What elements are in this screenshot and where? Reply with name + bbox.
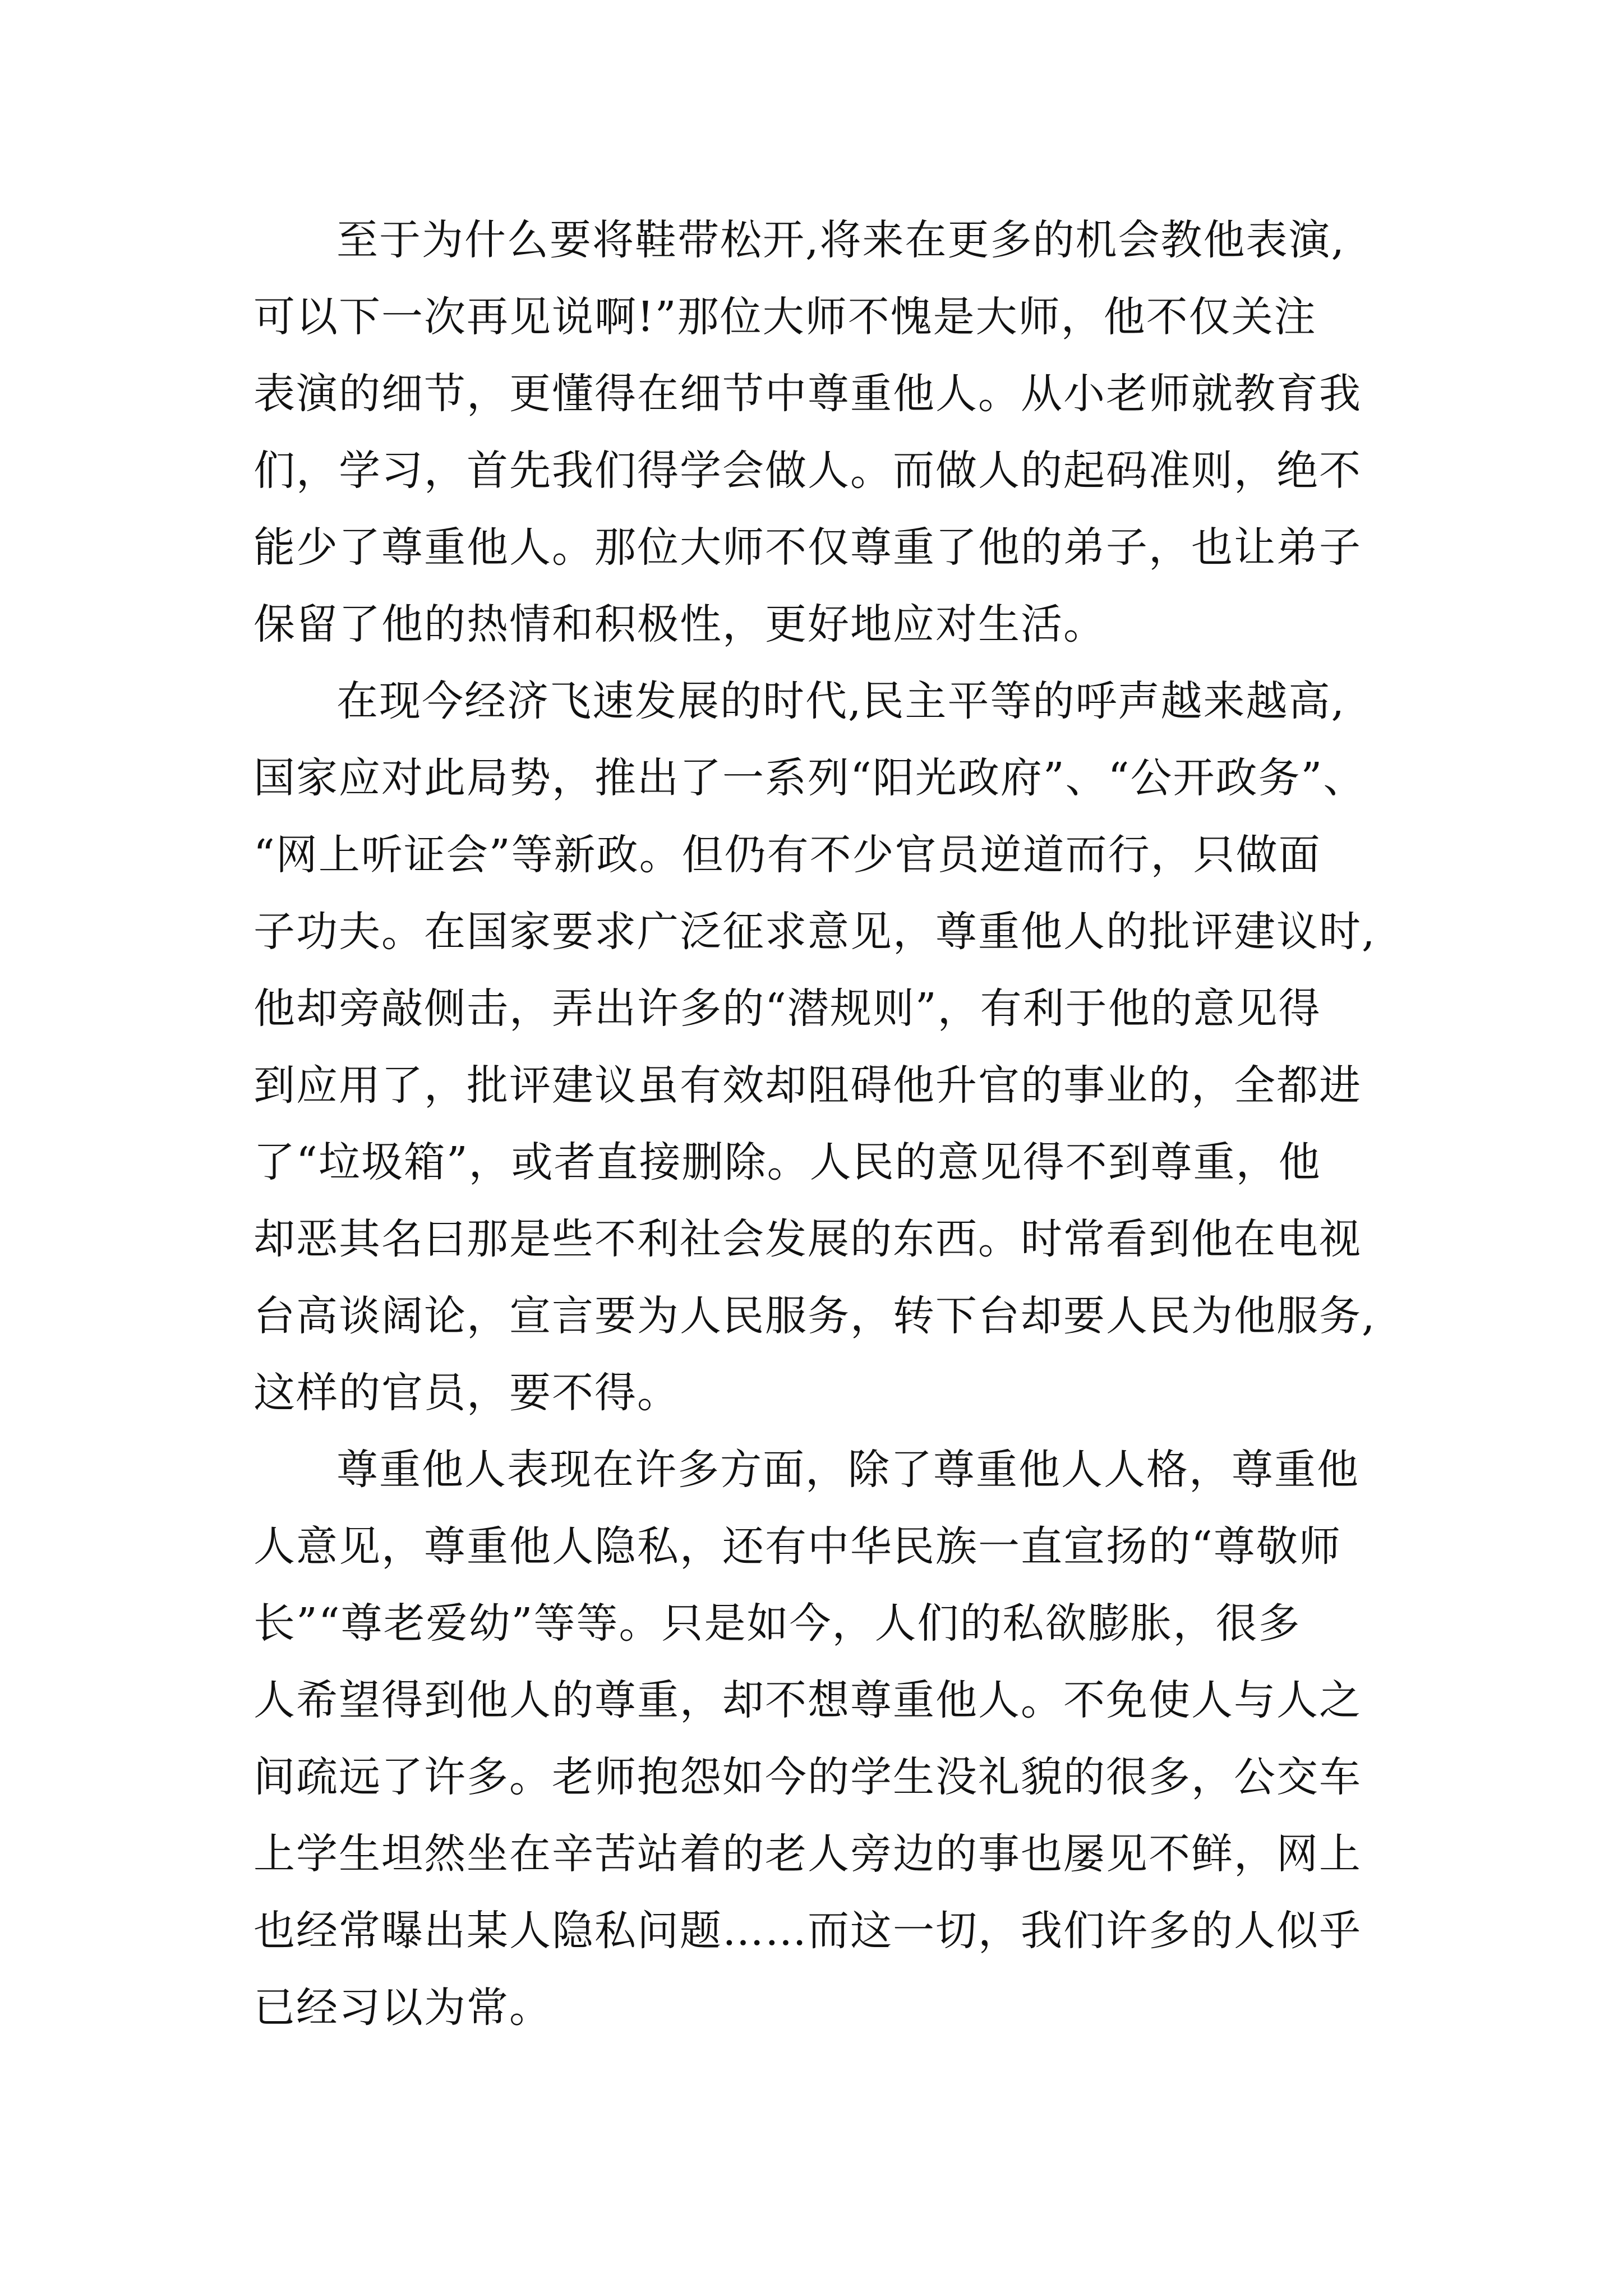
paragraph-line: 尊重他人表现在许多方面，除了尊重他人人格，尊重他 (336, 1446, 1359, 1494)
paragraph-line: 这样的官员，要不得。 (253, 1369, 680, 1417)
paragraph-line: 长”“尊老爱幼”等等。只是如今，人们的私欲膨胀，很多 (253, 1599, 1301, 1648)
paragraph-line: 台高谈阔论，宣言要为人民服务，转下台却要人民为他服务, (253, 1292, 1376, 1340)
paragraph-line: 已经习以为常。 (253, 1984, 552, 2032)
paragraph-2 (253, 663, 1431, 1432)
paragraph-line: 到应用了，批评建议虽有效却阻碍他升官的事业的，全都进 (253, 1061, 1362, 1110)
paragraph-line: 子功夫。在国家要求广泛征求意见，尊重他人的批评建议时, (253, 908, 1376, 956)
paragraph-line: 上学生坦然坐在辛苦站着的老人旁边的事也屡见不鲜，网上 (253, 1830, 1362, 1878)
paragraph-line: 也经常曝出某人隐私问题……而这一切，我们许多的人似乎 (253, 1907, 1362, 1955)
paragraph-1 (253, 202, 1431, 663)
paragraph-line: 他却旁敲侧击，弄出许多的“潜规则”，有利于他的意见得 (253, 984, 1321, 1033)
paragraph-line: 能少了尊重他人。那位大师不仅尊重了他的弟子，也让弟子 (253, 523, 1362, 572)
paragraph-line: 却恶其名曰那是些不利社会发展的东西。时常看到他在电视 (253, 1215, 1362, 1263)
paragraph-line: “网上听证会”等新政。但仍有不少官员逆道而行，只做面 (253, 831, 1321, 879)
paragraph-line: 在现今经济飞速发展的时代,民主平等的呼声越来越高, (336, 677, 1346, 725)
paragraph-line: 间疏远了许多。老师抱怨如今的学生没礼貌的很多，公交车 (253, 1753, 1362, 1801)
paragraph-line: 人希望得到他人的尊重，却不想尊重他人。不免使人与人之 (253, 1676, 1362, 1724)
paragraph-line: 保留了他的热情和积极性，更好地应对生活。 (253, 600, 1106, 648)
paragraph-line: 表演的细节，更懂得在细节中尊重他人。从小老师就教育我 (253, 370, 1362, 418)
document-body (253, 202, 1431, 2046)
paragraph-line: 至于为什么要将鞋带松开,将来在更多的机会教他表演, (336, 216, 1346, 264)
paragraph-line: 了“垃圾箱”，或者直接删除。人民的意见得不到尊重，他 (253, 1138, 1321, 1186)
paragraph-line: 国家应对此局势，推出了一系列“阳光政府”、“公开政务”、 (253, 754, 1366, 802)
paragraph-line: 们，学习，首先我们得学会做人。而做人的起码准则，绝不 (253, 447, 1362, 495)
paragraph-3 (253, 1432, 1431, 2046)
paragraph-line: 可以下一次再见说啊!”那位大师不愧是大师，他不仅关注 (253, 293, 1317, 341)
paragraph-line: 人意见，尊重他人隐私，还有中华民族一直宣扬的“尊敬师 (253, 1522, 1341, 1571)
